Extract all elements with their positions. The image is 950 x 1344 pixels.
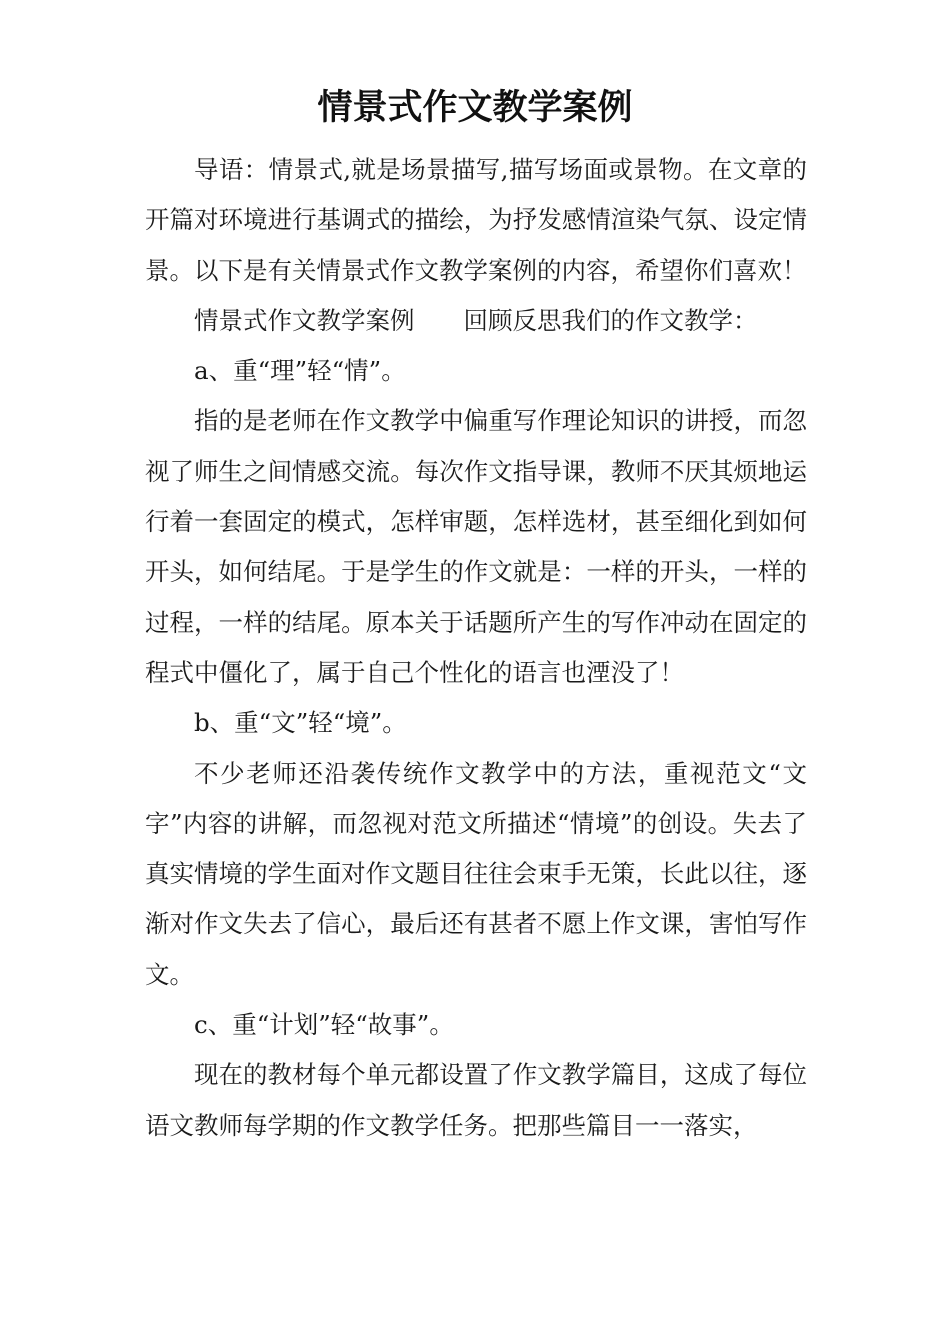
intro-paragraph: 导语：情景式,就是场景描写,描写场面或景物。在文章的开篇对环境进行基调式的描绘，为抒发感情渲染气氛、设定情景。以下是有关情景式作文教学案例的内容，希望你们喜欢！ — [145, 155, 807, 285]
point-heading-a: a、重“理”轻“情”。 — [194, 356, 406, 386]
body-paragraph: 指的是老师在作文教学中偏重写作理论知识的讲授，而忽视了师生之间情感交流。每次作文指导课，教师不厌其烦地运行着一套固定的模式，怎样审题，怎样选材，甚至细化到如何开头，如何结尾。于是学生的作文就是：一样的开头，一样的过程，一样的结尾。原本关于话题所产生的写作冲动在固定的程式中僵化了，属于自己个性化的语言也湮没了！ — [145, 406, 807, 687]
point-heading-b: b、重“文”轻“境”。 — [194, 708, 407, 738]
body-paragraph: 现在的教材每个单元都设置了作文教学篇目，这成了每位语文教师每学期的作文教学任务。把那些篇目一一落实， — [145, 1060, 807, 1140]
document-body — [145, 145, 807, 1151]
document-title: 情景式作文教学案例 — [317, 87, 633, 128]
section-heading: 情景式作文教学案例 回顾反思我们的作文教学： — [194, 305, 758, 335]
point-heading-c: c、重“计划”轻“故事”。 — [194, 1010, 454, 1040]
body-paragraph: 不少老师还沿袭传统作文教学中的方法，重视范文“文字”内容的讲解，而忽视对范文所描述“情境”的创设。失去了真实情境的学生面对作文题目往往会束手无策，长此以往，逐渐对作文失去了信心，最后还有甚者不愿上作文课，害怕写作文。 — [145, 758, 807, 989]
